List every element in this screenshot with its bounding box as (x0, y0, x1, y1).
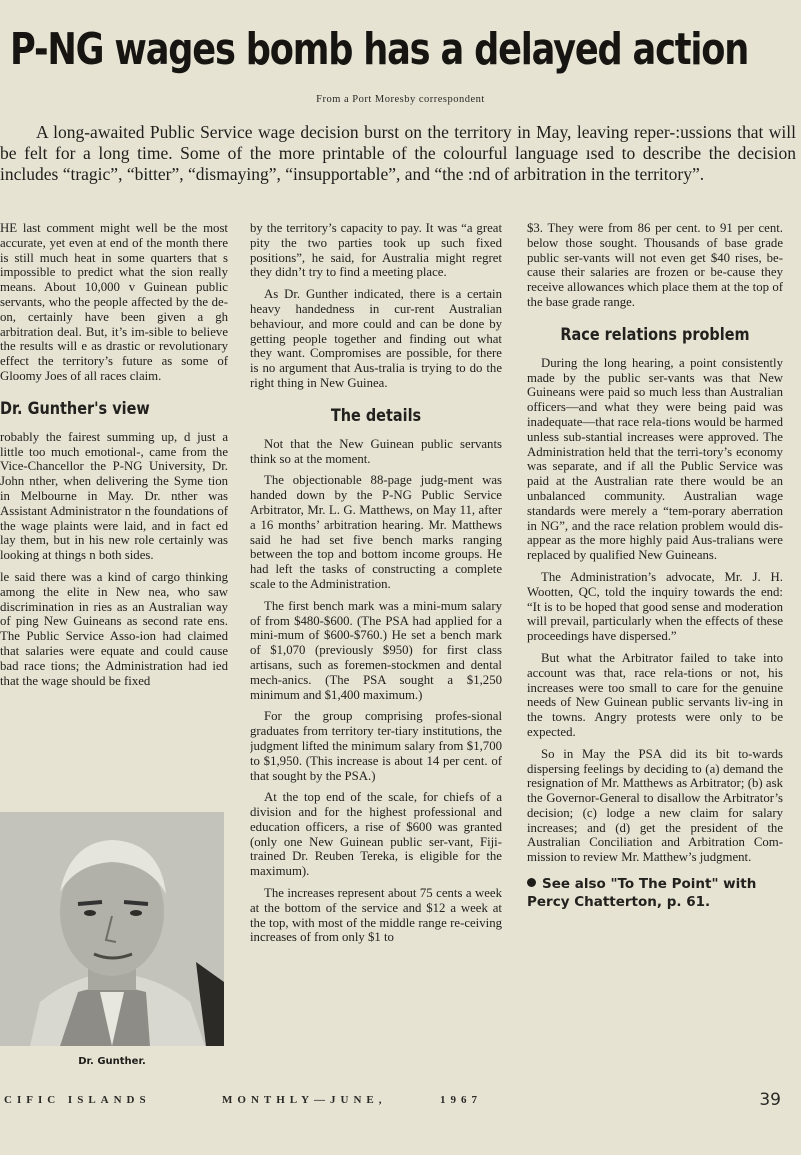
paragraph: As Dr. Gunther indicated, there is a certain heavy handedness in cur-rent Australian behaviour, and more could and can be done by getting people together and finding out what they want. Compromises are possible, for there is no argument that Aus-tralia is trying to do the right thing in New Guinea. (250, 287, 502, 390)
paragraph: $3. They were from 86 per cent. to 91 per cent. below those sought. Thousands of base grade public ser-vants will not even get $40 rises, be-cause their salaries are frozen or be-cause they receive allowances which place them at the top of the base grade range. (527, 221, 783, 309)
photo-caption: Dr. Gunther. (78, 1056, 146, 1067)
subhead-gunthers-view: Dr. Gunther's view (0, 398, 150, 419)
standfirst-text: A long-awaited Public Service wage decision burst on the territory in May, leaving reper-:ussions that will be felt for a long time. Some of the more printable of the colourful language ısed to describe the decision includes “tragic”, “bitter”, “dismaying”, “insupportable”, and “the :nd of arbitration in the territory”. (0, 122, 796, 184)
paragraph: The Administration’s advocate, Mr. J. H. Wootten, QC, told the inquiry towards the end: “It is to be hoped that good sense and moderation will prevail, particularly when the effects of these proceedings have dispersed.” (527, 569, 783, 644)
subhead-race-relations: Race relations problem (560, 324, 750, 345)
byline: From a Port Moresby correspondent (316, 94, 485, 105)
paragraph: At the top end of the scale, for chiefs of a division and for the highest professional and education officers, a rise of $600 was granted (only one New Guinean public ser-vant, Fiji-trained Dr. Reuben Tereka, is eligible for the maximum). (250, 790, 502, 879)
footer-year: 1967 (440, 1094, 482, 1106)
paragraph: For the group comprising profes-sional graduates from territory ter-tiary institutions, the judgment lifted the minimum salary from $1,700 to $1,950. (This increase is about 14 per cent. of that sought by the PSA.) (250, 709, 502, 783)
footer-issue: MONTHLY—JUNE, (222, 1094, 387, 1106)
see-also-note (527, 875, 783, 911)
paragraph: Not that the New Guinean public servants think so at the moment. (250, 436, 502, 466)
paragraph: HE last comment might well be the most accurate, yet even at end of the month there is still much heat in some quarters that s impossible to predict what the sion really means. About 10,000 v Guinean public servants, who the people affected by the de-on, certainly have been given a gh arbitration deal. But, it’s im-sible to believe the results will e as drastic or revolutionary effect the territory’s future as some of Gloomy Joes of all races claim. (0, 221, 228, 383)
page-footer (0, 1092, 801, 1112)
paragraph: robably the fairest summing up, d just a little too much emotional-, came from the Vice-Chancellor the P-NG University, Dr. John nther, when delivering the Syme tion in Melbourne in May. Dr. nther was Assistant Administrator n the foundations of the wage plaints were laid, and in fact ed lay them, but in his new role certainly was looking at things n both sides. (0, 429, 228, 563)
paragraph: The objectionable 88-page judg-ment was handed down by the P-NG Public Service Arbitrator, Mr. L. G. Matthews, on May 11, after a 16 months’ arbitration hearing. Mr. Matthews said he had set five bench marks ranging between the top and bottom income groups. He had left the tasks of constructing a complete scale to the Administration. (250, 473, 502, 591)
paragraph: The increases represent about 75 cents a week at the bottom of the service and $12 a week at the top, with most of the middle range re-ceiving increases of from only $1 to (250, 886, 502, 945)
column-3 (527, 221, 783, 1076)
page-number: 39 (759, 1090, 781, 1110)
paragraph: During the long hearing, a point consistently made by the public ser-vants was that New Guineans were paid so much less than Australian officers—and what they were being paid was inadequate—that race rela-tions would be harmed unless sub-stantial increases were approved. The Administration held that the terri-tory’s economy was separate, and if all the Public Service was paid at the Australian rate there would be an unbalanced community. Australian wage standards were merely a “tem-porary aberration in NG”, and the race relation problem would dis-appear as the more highly paid Aus-tralians were replaced by qualified New Guineans. (527, 355, 783, 563)
paragraph: le said there was a kind of cargo thinking among the elite in New nea, who saw discrimination in ries as an Australian way of ping New Guineans as second rate ens. The Public Service Asso-ion had claimed that salaries were equate and could cause bad race tions; the Administration had ied that the wage should be fixed (0, 569, 228, 688)
paragraph: But what the Arbitrator failed to take into account was that, race rela-tions or not, his increases were too small to care for the genuine needs of New Guinean public servants liv-ing in the towns. Angry protests were only to be expected. (527, 650, 783, 739)
paragraph: So in May the PSA did its bit to-wards dispersing feelings by deciding to (a) demand the resignation of Mr. Matthews as Arbitrator; (b) ask the Governor-General to disallow the Arbitrator’s decision; (c) lodge a new claim for salary increases; and (d) get the president of the Australian Conciliation and Arbitration Com-mission to review Mr. Matthew’s judgment. (527, 746, 783, 865)
headline: P-NG wages bomb has a delayed action (10, 24, 749, 75)
paragraph: The first bench mark was a mini-mum salary of from $480-$600. (The PSA had applied for a mini-mum of $600-$760.) He set a bench mark of $1,070 (previously $950) for first class artisans, such as foremen-stockmen and dental mech-anics. (The PSA sought a $1,250 minimum and $1,400 maximum.) (250, 598, 502, 702)
column-1 (0, 221, 228, 781)
see-also-text: See also "To The Point" with Percy Chatterton, p. 61. (527, 876, 757, 911)
bullet-icon (527, 878, 536, 887)
subhead-the-details: The details (330, 405, 422, 426)
portrait-illustration (0, 812, 224, 1046)
column-2 (250, 221, 502, 1076)
portrait-photo (0, 812, 224, 1046)
paragraph: by the territory’s capacity to pay. It was “a great pity the two parties took up such fixed positions”, he said, for Australia might regret they didn’t try to find a meeting place. (250, 221, 502, 280)
footer-magazine-name: CIFIC ISLANDS (4, 1094, 151, 1106)
standfirst (0, 122, 796, 185)
